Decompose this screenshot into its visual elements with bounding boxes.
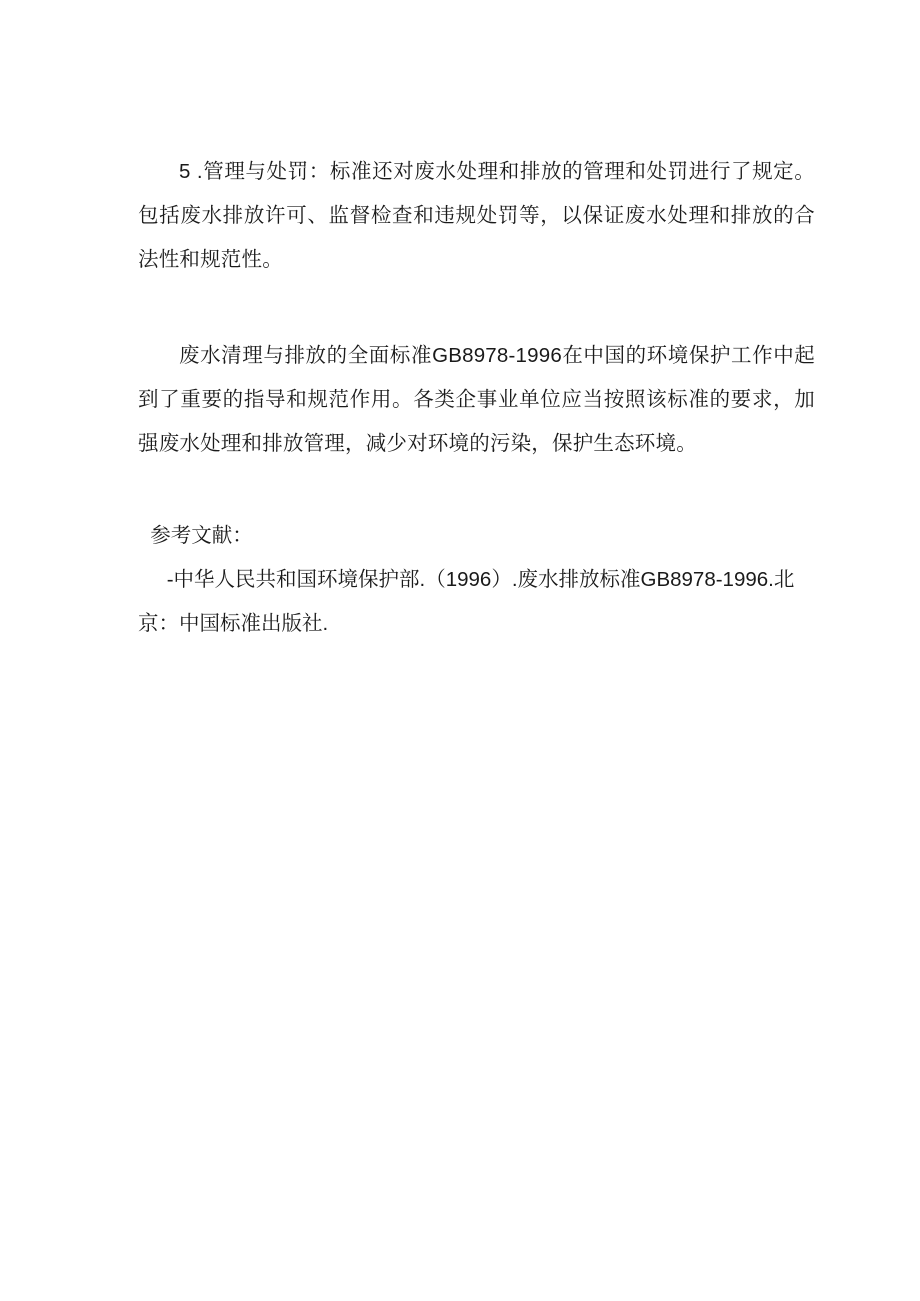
references-spacer (138, 466, 815, 514)
paragraph-item-5: 5 .管理与处罚：标准还对废水处理和排放的管理和处罚进行了规定。包括废水排放许可、监督检查和违规处罚等，以保证废水处理和排放的合法性和规范性。 (138, 160, 815, 271)
reference-item: -中华人民共和国环境保护部.（1996）.废水排放标准GB8978-1996.北京：中国标准出版社. (138, 568, 795, 635)
paragraph-summary: 废水清理与排放的全面标准GB8978-1996在中国的环境保护工作中起到了重要的指导和规范作用。各类企事业单位应当按照该标准的要求，加强废水处理和排放管理，减少对环境的污染，保护生态环境。 (138, 344, 815, 455)
references-heading: 参考文献： (150, 524, 253, 547)
document-body (138, 150, 815, 646)
paragraph-spacer (138, 282, 815, 334)
